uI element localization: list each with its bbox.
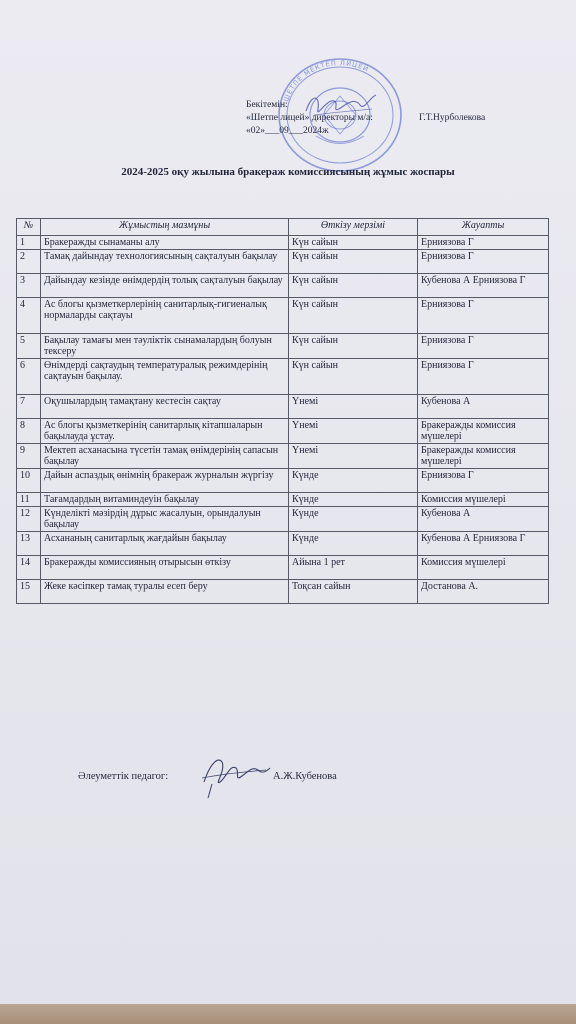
row-number: 13 — [17, 532, 41, 556]
row-number: 15 — [17, 580, 41, 604]
row-term: Күн сайын — [289, 359, 418, 395]
row-term: Үнемі — [289, 444, 418, 469]
header-term: Өткізу мерзімі — [289, 219, 418, 236]
row-responsible: Бракеражды комиссия мүшелері — [418, 419, 549, 444]
row-content: Өнімдерді сақтаудың температуралық режимдерінің сақтауын бақылау. — [41, 359, 289, 395]
svg-text:ШЕТПЕ МЕКТЕП ЛИЦЕЙ: ШЕТПЕ МЕКТЕП ЛИЦЕЙ — [282, 58, 371, 103]
row-content: Мектеп асханасына түсетін тамақ өнімдерінің сапасын бақылау — [41, 444, 289, 469]
row-responsible: Бракеражды комиссия мүшелері — [418, 444, 549, 469]
row-content: Ас блогы қызметкерінің санитарлық кітапшаларын бақылауда ұстау. — [41, 419, 289, 444]
pedagogue-signature — [196, 752, 274, 800]
table-row — [17, 419, 549, 444]
approval-position: «Шетпе лицей» директоры м/а: — [246, 113, 373, 123]
row-term: Күн сайын — [289, 274, 418, 298]
row-responsible: Кубенова А Ерниязова Г — [418, 532, 549, 556]
row-responsible: Кубенова А Ерниязова Г — [418, 274, 549, 298]
row-number: 3 — [17, 274, 41, 298]
work-plan-table — [16, 218, 549, 604]
table-row — [17, 532, 549, 556]
row-content: Асхананың санитарлық жағдайын бақылау — [41, 532, 289, 556]
table-row — [17, 274, 549, 298]
row-responsible: Комиссия мүшелері — [418, 493, 549, 507]
table-row — [17, 556, 549, 580]
table-row — [17, 469, 549, 493]
row-number: 5 — [17, 334, 41, 359]
row-content: Дайын аспаздық өнімнің бракераж журналын жүргізу — [41, 469, 289, 493]
row-content: Ас блогы қызметкерлерінің санитарлық-гигиеналық нормаларды сақтауы — [41, 298, 289, 334]
row-number: 14 — [17, 556, 41, 580]
row-responsible: Ерниязова Г — [418, 334, 549, 359]
document-title: 2024-2025 оқу жылына бракераж комиссиясының жұмыс жоспары — [121, 166, 455, 178]
row-responsible: Ерниязова Г — [418, 298, 549, 334]
row-responsible: Комиссия мүшелері — [418, 556, 549, 580]
table-row — [17, 359, 549, 395]
row-term: Күн сайын — [289, 250, 418, 274]
table-row — [17, 444, 549, 469]
director-signature — [300, 87, 380, 125]
row-content: Бракеражды сынаманы алу — [41, 236, 289, 250]
table-surface — [0, 1004, 576, 1024]
row-term: Үнемі — [289, 395, 418, 419]
row-content: Оқушылардың тамақтану кестесін сақтау — [41, 395, 289, 419]
table-row — [17, 507, 549, 532]
row-term: Күн сайын — [289, 298, 418, 334]
table-row — [17, 334, 549, 359]
footer-signature-line — [78, 771, 337, 782]
row-responsible: Ерниязова Г — [418, 469, 549, 493]
row-term: Күнде — [289, 532, 418, 556]
row-term: Күнде — [289, 469, 418, 493]
row-responsible: Ерниязова Г — [418, 236, 549, 250]
row-term: Тоқсан сайын — [289, 580, 418, 604]
row-responsible: Кубенова А — [418, 395, 549, 419]
row-number: 12 — [17, 507, 41, 532]
row-number: 8 — [17, 419, 41, 444]
row-content: Тамақ дайындау технологиясының сақталуын бақылау — [41, 250, 289, 274]
row-content: Дайындау кезінде өнімдердің толық сақталуын бақылау — [41, 274, 289, 298]
header-number: № — [17, 219, 41, 236]
row-term: Күнде — [289, 507, 418, 532]
table-row — [17, 236, 549, 250]
footer-role: Әлеуметтік педагог: — [78, 771, 169, 782]
row-number: 2 — [17, 250, 41, 274]
row-term: Күнде — [289, 493, 418, 507]
table-header-row — [17, 219, 549, 236]
director-name: Г.Т.Нурболекова — [419, 113, 486, 123]
table-row — [17, 250, 549, 274]
row-content: Бақылау тамағы мен тәуліктік сынамалардың болуын тексеру — [41, 334, 289, 359]
row-term: Айына 1 рет — [289, 556, 418, 580]
table-row — [17, 298, 549, 334]
footer-name: А.Ж.Кубенова — [273, 771, 337, 782]
row-responsible: Ерниязова Г — [418, 250, 549, 274]
row-responsible: Кубенова А — [418, 507, 549, 532]
row-number: 7 — [17, 395, 41, 419]
row-number: 9 — [17, 444, 41, 469]
table-row — [17, 493, 549, 507]
row-number: 1 — [17, 236, 41, 250]
row-content: Жеке кәсіпкер тамақ туралы есеп беру — [41, 580, 289, 604]
row-responsible: Ерниязова Г — [418, 359, 549, 395]
header-content: Жұмыстың мазмұны — [41, 219, 289, 236]
row-content: Бракеражды комиссияның отырысын өткізу — [41, 556, 289, 580]
row-term: Күн сайын — [289, 334, 418, 359]
row-number: 6 — [17, 359, 41, 395]
approval-date: «02»___09___2024ж — [246, 126, 329, 136]
header-responsible: Жауапты — [418, 219, 549, 236]
row-content: Тағамдардың витаминдеуін бақылау — [41, 493, 289, 507]
row-number: 10 — [17, 469, 41, 493]
row-number: 4 — [17, 298, 41, 334]
row-content: Күнделікті мәзірдің дұрыс жасалуын, орындалуын бақылау — [41, 507, 289, 532]
table-row — [17, 395, 549, 419]
row-number: 11 — [17, 493, 41, 507]
row-term: Күн сайын — [289, 236, 418, 250]
table-row — [17, 580, 549, 604]
approval-label: Бекітемін: — [246, 100, 288, 110]
row-term: Үнемі — [289, 419, 418, 444]
row-responsible: Достанова А. — [418, 580, 549, 604]
